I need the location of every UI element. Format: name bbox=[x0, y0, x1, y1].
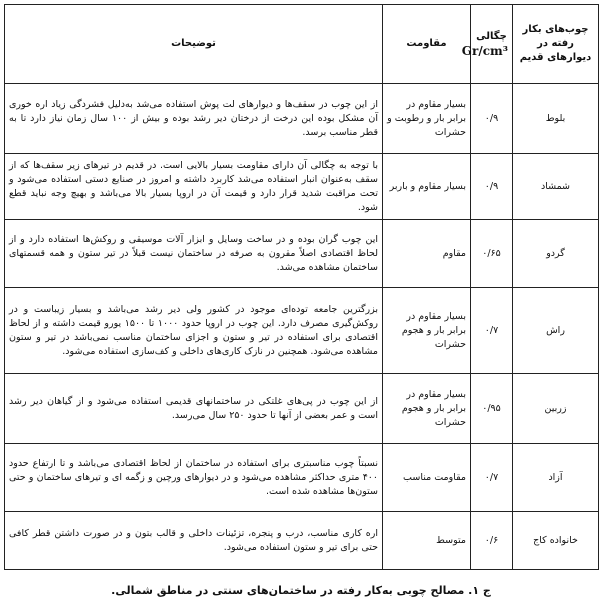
table-row bbox=[5, 512, 599, 570]
header-wood: چوب‌های بکار رفته در دیوارهای قدیم bbox=[513, 5, 599, 84]
cell-density: ۰/۹ bbox=[471, 154, 513, 220]
table-row bbox=[5, 84, 599, 154]
wood-materials-table bbox=[4, 4, 599, 570]
cell-description: از این چوب در پی‌های غلتکی در ساختمانهای قدیمی استفاده می‌شود و از گیاهان دیر رشد است و عمر بعضی از آنها تا حدود ۲۵۰ سال می‌رسد. bbox=[5, 374, 383, 444]
table-row bbox=[5, 288, 599, 374]
cell-wood: گردو bbox=[513, 220, 599, 288]
table-row bbox=[5, 154, 599, 220]
cell-wood: بلوط bbox=[513, 84, 599, 154]
cell-description: با توجه به چگالی آن دارای مقاومت بسیار بالایی است. در قدیم در تیرهای زیر سقف‌ها که از سقف به‌عنوان انبار استفاده می‌شد کاربرد داشته و امروز در صنایع دستی استفاده می‌شود و تحت مراقبت شدید قرار دارد و قیمت آن در اروپا بسیار بالا می‌باشد و بهیچ وجه نباید قطع شود. bbox=[5, 154, 383, 220]
cell-wood: شمشاد bbox=[513, 154, 599, 220]
table-row bbox=[5, 220, 599, 288]
cell-description: این چوب گران بوده و در ساخت وسایل و ابزار آلات موسیقی و روکش‌ها استفاده دارد و از لحاظ اقتصادی اصلاً مقرون به صرفه در ساختمان نیست قبلاً در تیر ستون و همه قسمتهای ساختمان مشاهده می‌شد. bbox=[5, 220, 383, 288]
header-density bbox=[461, 5, 513, 84]
cell-density: ۰/۷ bbox=[471, 444, 513, 512]
cell-density: ۰/۶ bbox=[471, 512, 513, 570]
header-density-unit: Gr/cm³ bbox=[461, 44, 508, 58]
cell-resistance: مقاوم bbox=[383, 220, 471, 288]
cell-density: ۰/۹۵ bbox=[471, 374, 513, 444]
cell-description: از این چوب در سقف‌ها و دیوارهای لت پوش استفاده می‌شد به‌دلیل فشردگی زیاد اره خوری آن مشکل بوده این درخت از درختان دیر رشد بوده و بیش از ۱۰۰ سال زمان نیاز دارد تا به قطر مناسب برسد. bbox=[5, 84, 383, 154]
cell-resistance: بسیار مقاوم در برابر بار و رطوبت و حشرات bbox=[383, 84, 471, 154]
cell-density: ۰/۹ bbox=[471, 84, 513, 154]
cell-wood: راش bbox=[513, 288, 599, 374]
cell-description: نسبتاً چوب مناسبتری برای استفاده در ساختمان از لحاظ اقتصادی می‌باشد و تا ارتفاع حدود ۴۰۰ متری حداکثر مشاهده می‌شود و در دیوارهای ورچین و زگمه ای و تیرهای ساختمان و حتی ستون‌ها مشاهده شده است. bbox=[5, 444, 383, 512]
header-description: توضیحات bbox=[5, 5, 383, 84]
header-density-label: چگالی bbox=[476, 31, 507, 42]
cell-density: ۰/۷ bbox=[471, 288, 513, 374]
cell-description: بزرگترین جامعه توده‌ای موجود در کشور ولی دیر رشد می‌باشد و بسیار زیباست و در روکش‌گیری مصرف دارد. این چوب در اروپا حدود ۱۰۰۰ تا ۱۵۰۰ یورو قیمت داشته و از لحاظ اقتصادی برای استفاده در تیر و ستون و اجزای ساختمان مناسب نمی‌باشد در تیر و ستون مشاهده می‌شود. همچنین در نازک کاری‌های داخلی و کف‌سازی استفاده می‌شود. bbox=[5, 288, 383, 374]
cell-wood: آزاد bbox=[513, 444, 599, 512]
cell-wood: زربین bbox=[513, 374, 599, 444]
cell-resistance: بسیار مقاوم و باربر bbox=[383, 154, 471, 220]
table-row bbox=[5, 374, 599, 444]
cell-wood: خانواده کاج bbox=[513, 512, 599, 570]
cell-resistance: بسیار مقاوم در برابر بار و هجوم حشرات bbox=[383, 288, 471, 374]
cell-description: اره کاری مناسب، درب و پنجره، تزئینات داخلی و قالب بتون و در صورت داشتن قطر کافی حتی برای تیر و ستون استفاده می‌شود. bbox=[5, 512, 383, 570]
table-row bbox=[5, 444, 599, 512]
cell-density: ۰/۶۵ bbox=[471, 220, 513, 288]
cell-resistance: مقاومت مناسب bbox=[383, 444, 471, 512]
cell-resistance: بسیار مقاوم در برابر بار و هجوم حشرات bbox=[383, 374, 471, 444]
table-caption: ج ۱. مصالح چوبی به‌کار رفته در ساختمان‌های سنتی در مناطق شمالی. bbox=[111, 584, 491, 597]
cell-resistance: متوسط bbox=[383, 512, 471, 570]
header-resistance: مقاومت bbox=[383, 5, 471, 84]
table-header-row bbox=[5, 5, 599, 84]
